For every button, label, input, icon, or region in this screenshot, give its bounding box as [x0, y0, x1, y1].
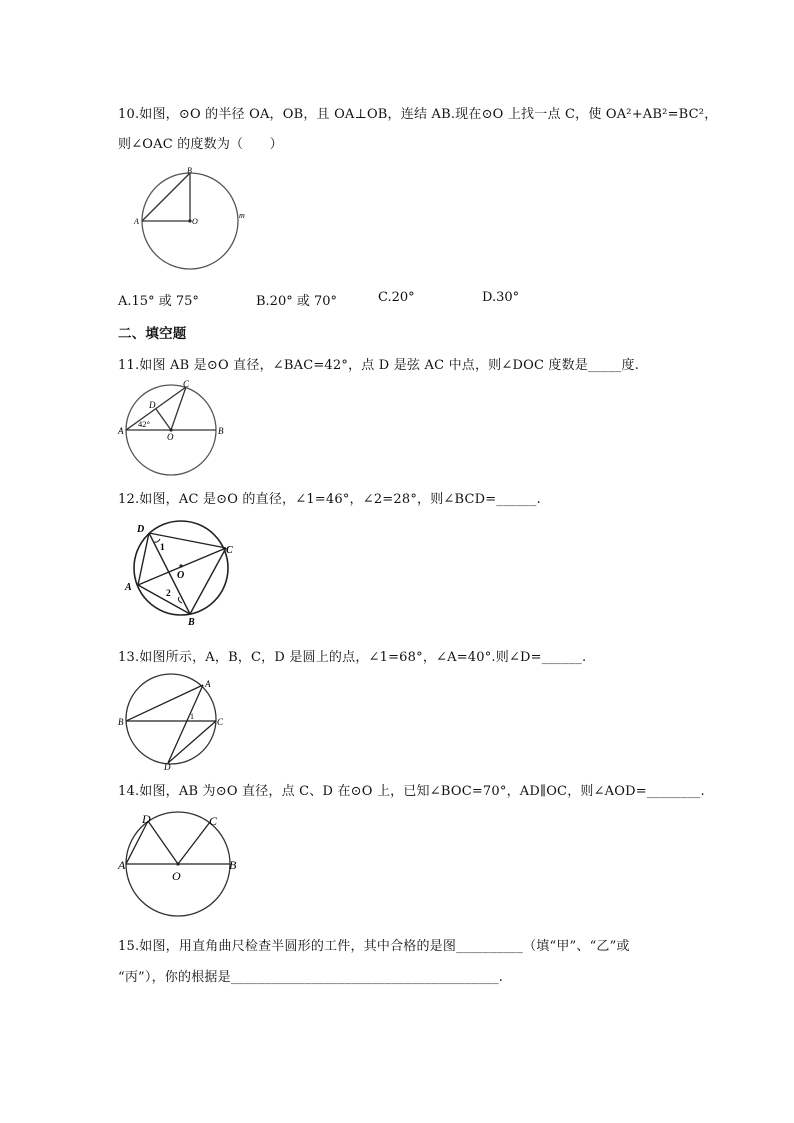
q12-label-2: 2	[166, 589, 171, 599]
q12-label-b: B	[188, 617, 195, 628]
q14-label-c: C	[209, 814, 218, 828]
q13-chord-ad	[168, 685, 203, 763]
q12-figure	[120, 515, 245, 630]
q11-label-a: A	[118, 426, 124, 436]
q10-label-o: O	[192, 217, 198, 226]
q10-label-b: B	[187, 166, 192, 175]
q11-label-b: B	[218, 426, 224, 436]
q11-label-angle: 42°	[138, 419, 150, 429]
q11-chord-ac	[126, 387, 186, 430]
q13-label-1: 1	[190, 712, 194, 721]
q13-text: 13.如图所示，A，B，C，D 是圆上的点，∠1=68°，∠A=40°.则∠D=______.	[118, 650, 587, 665]
q14-figure	[116, 808, 246, 918]
q14-segment-ad	[126, 821, 148, 864]
q11-text: 11.如图 AB 是⊙O 直径，∠BAC=42°，点 D 是弦 AC 中点，则∠DOC 度数是_____度.	[118, 358, 640, 373]
q12-center-dot	[179, 564, 182, 567]
q12-text: 12.如图，AC 是⊙O 的直径，∠1=46°，∠2=28°，则∠BCD=______.	[118, 492, 541, 507]
q11-label-d: D	[149, 400, 156, 410]
q10-text-line2: 则∠OAC 的度数为（ ）	[118, 137, 283, 152]
q12-angle-arc-1	[153, 539, 160, 542]
q13-chord-cd	[168, 721, 216, 763]
q12-label-c: C	[226, 545, 233, 556]
q10-option-d: D.30°	[482, 290, 520, 305]
q11-figure	[116, 378, 238, 476]
q14-label-o: O	[172, 869, 181, 883]
q14-label-d: D	[142, 812, 151, 826]
q15-text-line2: “丙”），你的根据是________________________________________.	[118, 970, 504, 985]
q10-option-a: A.15° 或 75°	[118, 294, 199, 309]
q11-label-c: C	[183, 379, 190, 389]
q14-label-a: A	[118, 858, 126, 872]
q12-label-d: D	[137, 524, 145, 535]
q12-label-o: O	[177, 570, 185, 581]
q10-figure	[128, 163, 253, 275]
q10-label-m: m	[239, 211, 245, 220]
q14-label-b: B	[229, 858, 237, 872]
q14-segment-od	[148, 821, 178, 864]
q11-segment-od	[156, 409, 171, 430]
q13-figure	[116, 672, 228, 770]
q10-segment-ab	[142, 173, 190, 221]
q12-label-1: 1	[160, 543, 165, 553]
q13-label-d: D	[164, 762, 171, 770]
q13-label-b: B	[118, 717, 124, 727]
q10-label-a: A	[134, 217, 139, 226]
q10-option-b: B.20° 或 70°	[256, 294, 338, 309]
q10-text-line1: 10.如图，⊙O 的半径 OA，OB，且 OA⊥OB，连结 AB.现在⊙O 上找一点 C，使 OA²+AB²=BC²，	[118, 107, 718, 122]
q14-segment-oc	[178, 822, 210, 864]
q11-label-o: O	[167, 432, 174, 442]
section-title: 二、填空题	[118, 326, 187, 342]
q10-option-c: C.20°	[378, 290, 415, 305]
q14-center-dot	[176, 862, 179, 865]
q12-label-a: A	[125, 582, 132, 593]
q13-label-a: A	[205, 679, 211, 689]
q14-text: 14.如图，AB 为⊙O 直径，点 C、D 在⊙O 上，已知∠BOC=70°，AD∥OC，则∠AOD=________.	[118, 784, 705, 799]
q13-label-c: C	[217, 717, 224, 727]
q11-segment-oc	[171, 387, 186, 430]
q15-text-line1: 15.如图，用直角曲尺检查半圆形的工件，其中合格的是图__________（填“甲”、“乙”或	[118, 939, 630, 954]
q12-chord-bc	[190, 548, 226, 614]
